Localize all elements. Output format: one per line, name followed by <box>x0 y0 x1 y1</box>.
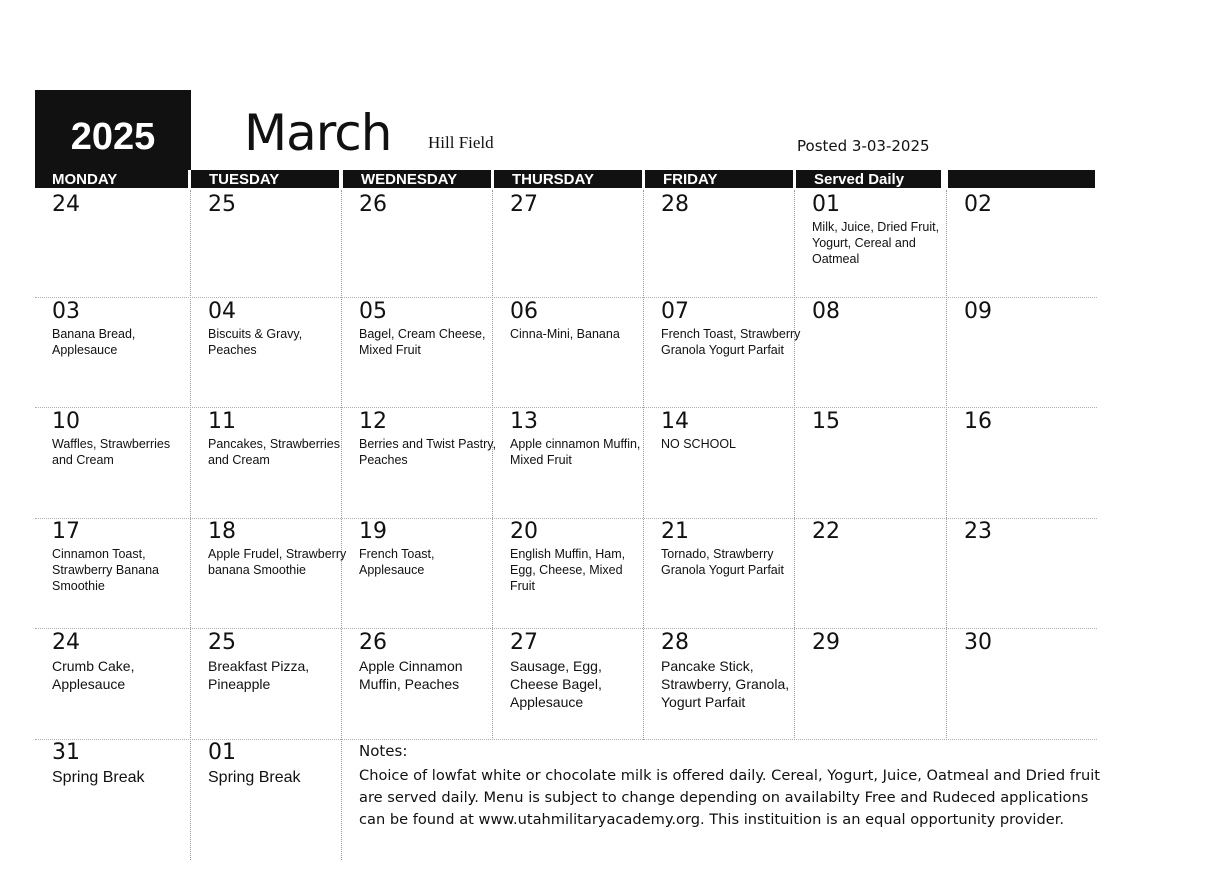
day-number: 25 <box>208 193 236 217</box>
notes-body: Choice of lowfat white or chocolate milk is offered daily. Cereal, Yogurt, Juice, Oatmeal and Dried fruit are served daily. Menu is subject to change depending on availabilty Free and Rudeced applications can be found at www.utahmilitaryacademy.org. This instituition is an equal opportunity provider. <box>359 767 1100 828</box>
day-cell <box>52 520 192 620</box>
day-number: 02 <box>964 193 992 217</box>
day-cell <box>661 410 801 510</box>
menu-text: Biscuits & Gravy, Peaches <box>208 327 303 358</box>
day-number: 17 <box>52 520 80 544</box>
menu-text: Sausage, Egg, Cheese Bagel, Applesauce <box>510 658 602 710</box>
column-header-thursday: THURSDAY <box>494 170 642 188</box>
posted-date: Posted 3-03-2025 <box>797 137 930 155</box>
location-label: Hill Field <box>428 133 494 152</box>
menu-text: Tornado, Strawberry Granola Yogurt Parfait <box>661 547 784 578</box>
day-number: 24 <box>52 631 80 655</box>
day-number: 08 <box>812 300 840 324</box>
day-cell <box>964 631 1104 731</box>
day-number: 31 <box>52 741 80 765</box>
menu-text: Pancakes, Strawberries and Cream <box>208 437 341 468</box>
notes-title: Notes: <box>359 742 408 760</box>
day-number: 28 <box>661 631 689 655</box>
day-number: 01 <box>208 741 236 765</box>
day-cell <box>359 520 499 620</box>
menu-text: Breakfast Pizza, Pineapple <box>208 658 310 692</box>
column-header-tuesday: TUESDAY <box>191 170 339 188</box>
month-title: March <box>244 104 392 162</box>
day-cell <box>359 631 499 731</box>
day-number: 18 <box>208 520 236 544</box>
day-number: 25 <box>208 631 236 655</box>
menu-text: Pancake Stick, Strawberry, Granola, Yogurt Parfait <box>661 658 790 710</box>
day-cell <box>964 410 1104 510</box>
day-number: 20 <box>510 520 538 544</box>
day-cell <box>52 300 192 400</box>
day-number: 01 <box>812 193 840 217</box>
day-cell <box>52 410 192 510</box>
menu-text: English Muffin, Ham, Egg, Cheese, Mixed Fruit <box>510 547 626 594</box>
column-header-wednesday: WEDNESDAY <box>343 170 491 188</box>
day-number: 07 <box>661 300 689 324</box>
day-cell <box>964 520 1104 620</box>
row-divider <box>35 297 1097 298</box>
day-cell <box>661 520 801 620</box>
day-number: 22 <box>812 520 840 544</box>
day-cell <box>510 520 650 620</box>
day-cell <box>964 300 1104 400</box>
column-header-served-daily: Served Daily <box>796 170 941 188</box>
menu-text: NO SCHOOL <box>661 437 737 451</box>
day-number: 06 <box>510 300 538 324</box>
column-header-monday: MONDAY <box>35 170 188 188</box>
day-cell <box>208 300 348 400</box>
day-cell <box>510 631 650 731</box>
row-divider <box>35 407 1097 408</box>
menu-text: Berries and Twist Pastry, Peaches <box>359 437 497 468</box>
day-cell <box>52 741 192 801</box>
day-cell <box>812 631 952 731</box>
day-cell <box>359 410 499 510</box>
row-divider <box>35 518 1097 519</box>
day-cell <box>359 193 499 293</box>
column-header-friday: FRIDAY <box>645 170 793 188</box>
day-number: 14 <box>661 410 689 434</box>
day-cell <box>52 193 192 293</box>
menu-text: Cinna-Mini, Banana <box>510 327 620 341</box>
day-number: 10 <box>52 410 80 434</box>
day-cell <box>510 410 650 510</box>
menu-text: Apple cinnamon Muffin, Mixed Fruit <box>510 437 641 468</box>
menu-text: French Toast, Applesauce <box>359 547 435 578</box>
day-number: 03 <box>52 300 80 324</box>
day-number: 29 <box>812 631 840 655</box>
day-number: 27 <box>510 193 538 217</box>
menu-text: Milk, Juice, Dried Fruit, Yogurt, Cereal and Oatmeal <box>812 220 940 267</box>
row-divider <box>35 739 1097 740</box>
menu-text: Apple Frudel, Strawberry banana Smoothie <box>208 547 347 578</box>
day-cell <box>510 193 650 293</box>
day-cell <box>208 631 348 731</box>
menu-text: Spring Break <box>52 769 145 786</box>
day-cell <box>359 300 499 400</box>
menu-text: Banana Bread, Applesauce <box>52 327 136 358</box>
day-cell <box>812 520 952 620</box>
day-cell <box>510 300 650 400</box>
day-number: 26 <box>359 631 387 655</box>
menu-text: Cinnamon Toast, Strawberry Banana Smoothie <box>52 547 160 594</box>
day-number: 11 <box>208 410 236 434</box>
menu-text: Waffles, Strawberries and Cream <box>52 437 171 468</box>
day-cell <box>52 631 192 731</box>
menu-text: Bagel, Cream Cheese, Mixed Fruit <box>359 327 486 358</box>
day-cell <box>208 193 348 293</box>
row-divider <box>35 628 1097 629</box>
day-number: 23 <box>964 520 992 544</box>
day-number: 13 <box>510 410 538 434</box>
day-number: 24 <box>52 193 80 217</box>
day-number: 16 <box>964 410 992 434</box>
menu-text: Crumb Cake, Applesauce <box>52 658 135 692</box>
column-header-blank <box>948 170 1095 188</box>
menu-text: Spring Break <box>208 769 301 786</box>
day-number: 19 <box>359 520 387 544</box>
menu-text: Apple Cinnamon Muffin, Peaches <box>359 658 463 692</box>
day-number: 15 <box>812 410 840 434</box>
day-cell <box>661 300 801 400</box>
day-number: 04 <box>208 300 236 324</box>
day-cell <box>208 410 348 510</box>
day-cell <box>208 520 348 620</box>
day-number: 28 <box>661 193 689 217</box>
day-cell <box>661 193 801 293</box>
day-number: 21 <box>661 520 689 544</box>
day-number: 27 <box>510 631 538 655</box>
day-cell <box>964 193 1104 293</box>
day-cell <box>812 410 952 510</box>
day-number: 30 <box>964 631 992 655</box>
day-cell <box>812 193 952 293</box>
day-cell <box>812 300 952 400</box>
day-number: 05 <box>359 300 387 324</box>
day-number: 09 <box>964 300 992 324</box>
day-cell <box>661 631 801 731</box>
menu-text: French Toast, Strawberry Granola Yogurt Parfait <box>661 327 801 358</box>
day-number: 12 <box>359 410 387 434</box>
day-cell <box>208 741 348 801</box>
year-box: 2025 <box>35 90 191 170</box>
day-number: 26 <box>359 193 387 217</box>
